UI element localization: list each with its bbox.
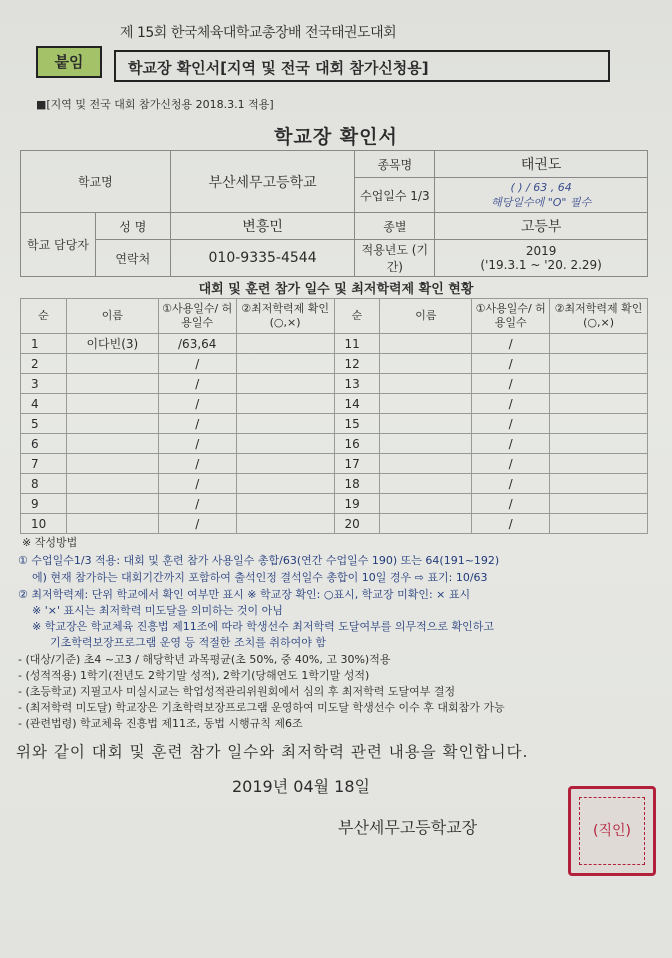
form-header: 학교장 확인서[지역 및 전국 대회 참가신청용] <box>114 50 610 82</box>
cell-name <box>380 354 472 374</box>
school-name: 부산세무고등학교 <box>170 151 355 213</box>
cell-min <box>236 394 334 414</box>
cell-no: 2 <box>21 354 67 374</box>
cell-no: 18 <box>334 474 380 494</box>
col-name: 이름 <box>66 299 158 334</box>
cell-min <box>236 494 334 514</box>
confirmation-statement: 위와 같이 대회 및 훈련 참가 일수와 최저학력 관련 내용을 확인합니다. <box>16 743 529 761</box>
method-line-7: - (초등학교) 지필고사 미실시교는 학업성적관리위원회에서 심의 후 최저학력 도달여부 결정 <box>18 685 456 698</box>
col-no: 순 <box>334 299 380 334</box>
attachment-badge: 붙임 <box>36 46 102 78</box>
cell-name <box>66 434 158 454</box>
cell-no: 13 <box>334 374 380 394</box>
method-line-3: ※ '×' 표시는 최저학력 미도달을 의미하는 것이 아님 <box>32 604 283 617</box>
cell-min <box>236 514 334 534</box>
cell-no: 15 <box>334 414 380 434</box>
cell-used: /63,64 <box>158 334 236 354</box>
class-days-note: 해당일수에 "O" 필수 <box>491 195 592 209</box>
cell-min <box>550 394 648 414</box>
cell-no: 17 <box>334 454 380 474</box>
table-row <box>21 454 648 474</box>
year-label: 적용년도 (기간) <box>355 240 435 277</box>
cell-no: 10 <box>21 514 67 534</box>
cell-name <box>66 374 158 394</box>
cell-no: 20 <box>334 514 380 534</box>
competition-title: 제 15회 한국체육대학교총장배 전국태권도대회 <box>120 25 397 41</box>
cell-used: / <box>158 394 236 414</box>
cell-used: / <box>472 434 550 454</box>
cell-used: / <box>472 454 550 474</box>
cell-name <box>380 394 472 414</box>
cell-min <box>236 354 334 374</box>
seal-border <box>579 797 645 865</box>
cell-min <box>550 374 648 394</box>
event-label: 종목명 <box>355 151 435 178</box>
cell-name: 이다빈(3) <box>66 334 158 354</box>
cell-used: / <box>472 354 550 374</box>
cell-no: 5 <box>21 414 67 434</box>
cell-min <box>236 414 334 434</box>
method-line-5: - (대상/기준) 초4 ~고3 / 해당학년 과목평균(초 50%, 중 40%, 고 30%)적용 <box>18 653 391 666</box>
cell-name <box>380 494 472 514</box>
method-heading: ※ 작성방법 <box>22 536 78 549</box>
cell-min <box>550 514 648 534</box>
event-value: 태권도 <box>435 151 648 178</box>
cell-min <box>550 454 648 474</box>
cell-min <box>550 334 648 354</box>
table-row <box>21 494 648 514</box>
seal-text: (직인) <box>593 823 631 839</box>
manager-name: 변흥민 <box>170 213 355 240</box>
cell-used: / <box>158 374 236 394</box>
participation-table <box>20 298 648 534</box>
cell-name <box>380 454 472 474</box>
table-header-row <box>21 299 648 334</box>
table-row <box>21 474 648 494</box>
table-title: 대회 및 훈련 참가 일수 및 최저학력제 확인 현황 <box>198 282 474 297</box>
official-seal <box>568 786 656 876</box>
cell-no: 3 <box>21 374 67 394</box>
cell-used: / <box>472 374 550 394</box>
cell-name <box>380 334 472 354</box>
cell-min <box>550 474 648 494</box>
cell-no: 7 <box>21 454 67 474</box>
cell-min <box>236 374 334 394</box>
cell-no: 1 <box>21 334 67 354</box>
cell-used: / <box>472 494 550 514</box>
cell-used: / <box>158 414 236 434</box>
cell-min <box>236 334 334 354</box>
method-line-4: ※ 학교장은 학교체육 진흥법 제11조에 따라 학생선수 최저학력 도달여부를 의무적으로 확인하고 <box>32 620 494 633</box>
cell-min <box>550 354 648 374</box>
method-line-8: - (최저학력 미도달) 학교장은 기초학력보장프로그램 운영하여 미도달 학생선수 이수 후 대회참가 가능 <box>18 701 505 714</box>
table-row <box>21 354 648 374</box>
cell-min <box>550 494 648 514</box>
cell-no: 4 <box>21 394 67 414</box>
col-name: 이름 <box>380 299 472 334</box>
class-days-label: 수업일수 1/3 <box>355 178 435 213</box>
method-line-6: - (성적적용) 1학기(전년도 2학기말 성적), 2학기(당해연도 1학기말 성적) <box>18 669 370 682</box>
division-value: 고등부 <box>435 213 648 240</box>
cell-name <box>66 474 158 494</box>
class-days-cell <box>435 178 648 213</box>
method-line-1b: 에) 현재 참가하는 대회기간까지 포함하여 출석인정 결석일수 총합이 10일 경우 ⇨ 표기: 10/63 <box>32 571 488 584</box>
method-line-2: ② 최저학력제: 단위 학교에서 확인 여부만 표시 ※ 학교장 확인: ○표시, 학교장 미확인: × 표시 <box>18 588 471 601</box>
cell-used: / <box>472 514 550 534</box>
cell-min <box>550 414 648 434</box>
issue-date: 2019년 04월 18일 <box>232 777 370 796</box>
table-row <box>21 374 648 394</box>
col-min: ②최저학력제 확인(○,×) <box>236 299 334 334</box>
method-line-1: ① 수업일수1/3 적용: 대회 및 훈련 참가 사용일수 총합/63(연간 수업일수 190) 또는 64(191~192) <box>18 554 500 567</box>
col-no: 순 <box>21 299 67 334</box>
table-row <box>21 414 648 434</box>
table-row <box>21 334 648 354</box>
col-used: ①사용일수/ 허용일수 <box>158 299 236 334</box>
cell-name <box>66 514 158 534</box>
cell-name <box>380 434 472 454</box>
cell-no: 6 <box>21 434 67 454</box>
class-days-value: ( ) / 63 , 64 <box>510 180 572 194</box>
table-row <box>21 514 648 534</box>
cell-min <box>236 434 334 454</box>
name-label: 성 명 <box>95 213 170 240</box>
cell-name <box>66 354 158 374</box>
col-min: ②최저학력제 확인(○,×) <box>550 299 648 334</box>
cell-used: / <box>472 334 550 354</box>
cell-name <box>380 514 472 534</box>
cell-no: 9 <box>21 494 67 514</box>
cell-used: / <box>472 414 550 434</box>
method-line-4b: 기초학력보장프로그램 운영 등 적절한 조치를 취하여야 함 <box>50 636 327 649</box>
principal-signature-line: 부산세무고등학교장 <box>338 818 478 837</box>
cell-used: / <box>472 474 550 494</box>
school-label: 학교명 <box>21 151 171 213</box>
cell-no: 8 <box>21 474 67 494</box>
cell-no: 16 <box>334 434 380 454</box>
period-value: ('19.3.1 ~ '20. 2.29) <box>480 258 602 272</box>
cell-name <box>66 454 158 474</box>
cell-used: / <box>158 514 236 534</box>
cell-name <box>66 494 158 514</box>
document-title: 학교장 확인서 <box>274 126 398 148</box>
cell-no: 11 <box>334 334 380 354</box>
contact-label: 연락처 <box>95 240 170 277</box>
cell-min <box>236 454 334 474</box>
school-info-table <box>20 150 648 277</box>
contact-value: 010-9335-4544 <box>170 240 355 277</box>
cell-no: 19 <box>334 494 380 514</box>
cell-min <box>550 434 648 454</box>
cell-min <box>236 474 334 494</box>
table-row <box>21 394 648 414</box>
year-cell <box>435 240 648 277</box>
cell-no: 12 <box>334 354 380 374</box>
cell-used: / <box>158 454 236 474</box>
method-line-9: - (관련법령) 학교체육 진흥법 제11조, 동법 시행규칙 제6조 <box>18 717 303 730</box>
cell-used: / <box>158 354 236 374</box>
cell-used: / <box>158 474 236 494</box>
division-label: 종별 <box>355 213 435 240</box>
cell-name <box>66 394 158 414</box>
cell-no: 14 <box>334 394 380 414</box>
form-note: ■[지역 및 전국 대회 참가신청용 2018.3.1 적용] <box>36 98 274 111</box>
table-row <box>21 434 648 454</box>
manager-label: 학교 담당자 <box>21 213 96 277</box>
cell-name <box>66 414 158 434</box>
cell-used: / <box>158 494 236 514</box>
cell-name <box>380 414 472 434</box>
year-value: 2019 <box>525 244 557 258</box>
cell-name <box>380 474 472 494</box>
cell-used: / <box>158 434 236 454</box>
col-used: ①사용일수/ 허용일수 <box>472 299 550 334</box>
cell-name <box>380 374 472 394</box>
cell-used: / <box>472 394 550 414</box>
